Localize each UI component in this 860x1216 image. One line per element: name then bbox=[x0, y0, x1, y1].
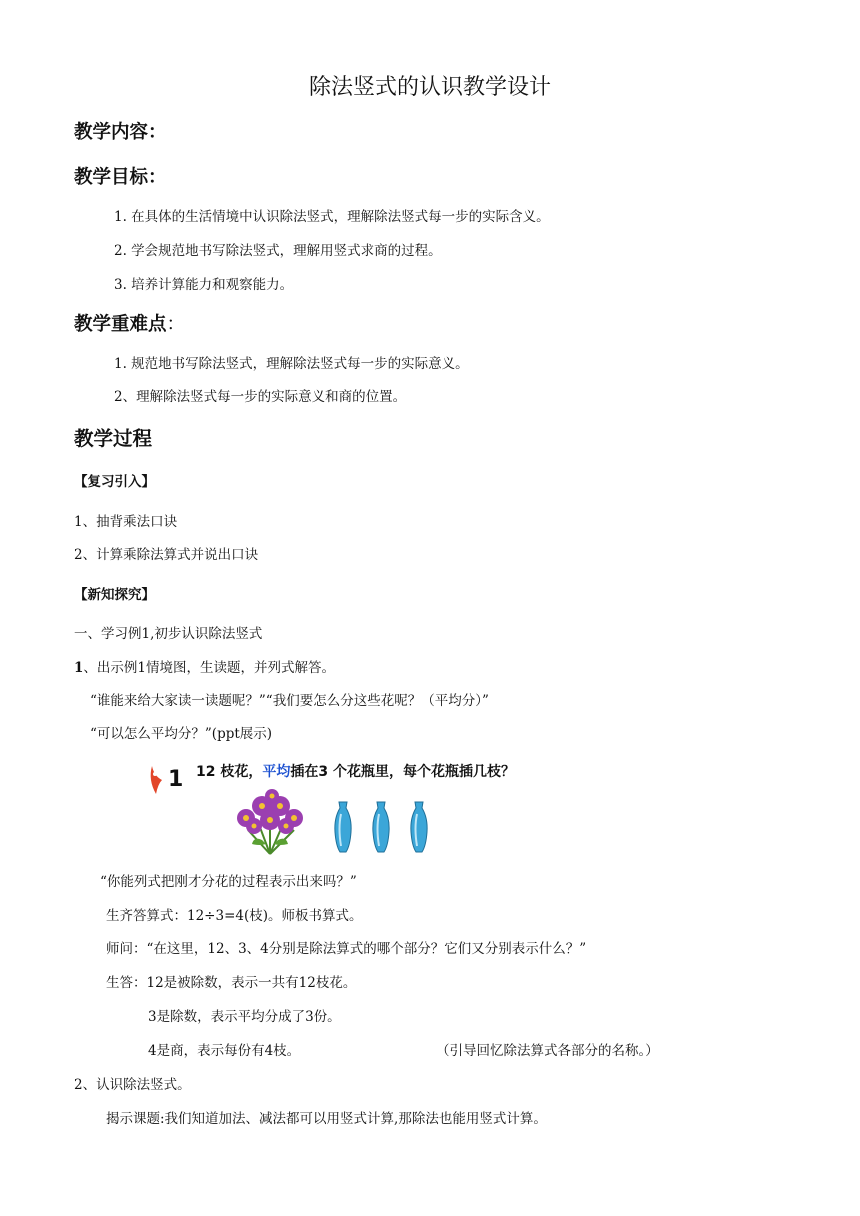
goal-item-3: 3. 培养计算能力和观察能力。 bbox=[114, 277, 294, 293]
example-badge-number: 1 bbox=[168, 767, 184, 792]
key-point-2: 2、理解除法竖式每一步的实际意义和商的位置。 bbox=[114, 389, 407, 405]
goal-item-1: 1. 在具体的生活情境中认识除法竖式，理解除法竖式每一步的实际含义。 bbox=[114, 209, 550, 225]
heading-key-points bbox=[74, 310, 185, 336]
review-item-1: 1、抽背乘法口诀 bbox=[74, 514, 178, 530]
guidance-note: （引导回忆除法算式各部分的名称。） bbox=[436, 1043, 659, 1059]
teacher-question-3: “你能列式把刚才分花的过程表示出来吗？” bbox=[100, 874, 357, 890]
flower-bouquet-icon bbox=[228, 788, 312, 858]
vase-icon bbox=[408, 800, 430, 854]
section-two-heading: 2、认识除法竖式。 bbox=[74, 1077, 191, 1093]
goal-item-2: 2. 学会规范地书写除法竖式，理解用竖式求商的过程。 bbox=[114, 243, 442, 259]
caption-part-highlight: 平均 bbox=[262, 764, 291, 780]
vase-icon bbox=[332, 800, 354, 854]
heading-teaching-process: 教学过程 bbox=[74, 427, 153, 450]
example-badge-icon bbox=[146, 760, 194, 798]
student-answer-quotient: 4是商，表示每份有4枝。 bbox=[148, 1043, 301, 1059]
heading-key-points-colon: ： bbox=[166, 314, 186, 335]
heading-teaching-content: 教学内容： bbox=[74, 122, 167, 143]
topic-reveal: 揭示课题:我们知道加法、减法都可以用竖式计算,那除法也能用竖式计算。 bbox=[106, 1111, 547, 1127]
document-title: 除法竖式的认识教学设计 bbox=[308, 75, 551, 100]
example-caption bbox=[196, 761, 515, 781]
student-answer-formula: 生齐答算式：12÷3=4(枝)。师板书算式。 bbox=[106, 908, 363, 924]
caption-part-a: 12 枝花， bbox=[196, 764, 263, 780]
section-one-heading: 一、学习例1,初步认识除法竖式 bbox=[74, 626, 263, 642]
heading-teaching-goals: 教学目标： bbox=[74, 167, 167, 188]
new-knowledge-section-label: 【新知探究】 bbox=[74, 587, 155, 603]
review-item-2: 2、计算乘除法算式并说出口诀 bbox=[74, 547, 259, 563]
key-point-1: 1. 规范地书写除法竖式，理解除法竖式每一步的实际意义。 bbox=[114, 356, 469, 372]
step-one-text: 、出示例1情境图，生读题，并列式解答。 bbox=[83, 660, 335, 676]
caption-part-c: 插在3 个花瓶里，每个花瓶插几枝？ bbox=[290, 764, 515, 780]
student-answer-dividend: 生答：12是被除数，表示一共有12枝花。 bbox=[106, 975, 357, 991]
step-one-number: 1 bbox=[74, 660, 84, 676]
teacher-ask: 师问：“在这里，12、3、4分别是除法算式的哪个部分？它们又分别表示什么？” bbox=[106, 941, 587, 957]
example-1-illustration bbox=[146, 760, 526, 864]
vase-icon bbox=[370, 800, 392, 854]
heading-key-points-text: 教学重难点 bbox=[74, 314, 167, 335]
review-section-label: 【复习引入】 bbox=[74, 474, 155, 490]
step-one bbox=[74, 656, 335, 676]
teacher-question-1: “谁能来给大家读一读题呢？”“我们要怎么分这些花呢？（平均分）” bbox=[90, 693, 489, 709]
teacher-question-2: “可以怎么平均分？”(ppt展示) bbox=[90, 726, 273, 742]
student-answer-divisor: 3是除数，表示平均分成了3份。 bbox=[148, 1009, 341, 1025]
